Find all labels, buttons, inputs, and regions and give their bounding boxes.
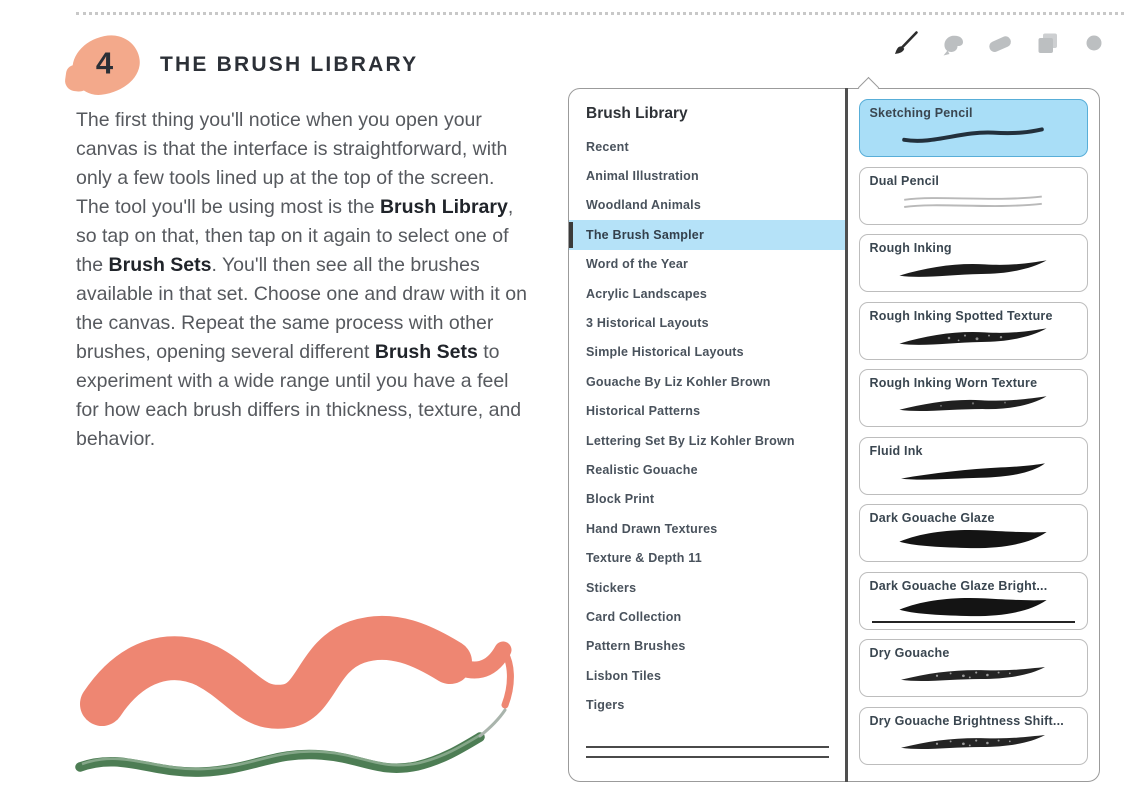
brush-name: Rough Inking Spotted Texture — [869, 308, 1053, 323]
brush-card[interactable] — [859, 369, 1089, 427]
brush-card[interactable] — [859, 639, 1089, 697]
brush-name: Dry Gouache — [869, 646, 950, 660]
panel-divider-line — [586, 746, 829, 749]
paintbrush-icon-glyph — [892, 29, 920, 57]
brush-stroke-samples — [62, 604, 532, 804]
brush-library-popup — [568, 88, 1100, 782]
brush-name: Rough Inking Worn Texture — [869, 376, 1038, 390]
color-icon-glyph — [1082, 29, 1106, 57]
intro-paragraph — [76, 106, 528, 454]
brush-set-item[interactable]: Card Collection — [586, 609, 682, 624]
brush-name: Fluid Ink — [869, 443, 923, 458]
brush-sets-panel — [569, 89, 845, 781]
brush-card[interactable] — [859, 504, 1089, 562]
brush-set-item[interactable]: Pattern Brushes — [586, 639, 686, 654]
smudge-icon[interactable] — [938, 28, 968, 58]
brush-name: Sketching Pencil — [869, 106, 973, 120]
paragraph-text: , so tap on that, then tap on it again to select one of the — [76, 196, 514, 276]
bold-term: Brush Sets — [374, 341, 478, 363]
brush-set-item[interactable]: 3 Historical Layouts — [586, 316, 709, 331]
brush-stroke-icon — [893, 459, 1053, 487]
brush-name: Rough Inking — [869, 241, 952, 255]
brush-set-list — [569, 132, 845, 720]
brush-set-item[interactable]: Acrylic Landscapes — [586, 286, 708, 301]
brush-stroke-icon — [893, 594, 1053, 622]
canvas-toolbar — [891, 28, 1109, 58]
brush-set-item[interactable]: Hand Drawn Textures — [586, 521, 718, 536]
brush-stroke-icon — [893, 391, 1053, 419]
paintbrush-icon[interactable] — [891, 28, 921, 58]
page-title: THE BRUSH LIBRARY — [160, 53, 419, 76]
brush-set-item[interactable]: The Brush Sampler — [569, 220, 845, 249]
brush-name: Dual Pencil — [869, 173, 940, 188]
brush-card[interactable] — [859, 302, 1089, 360]
section-number: 4 — [95, 45, 114, 81]
brush-card[interactable] — [859, 572, 1089, 630]
bold-term: Brush Library — [379, 196, 508, 218]
brush-set-item[interactable]: Historical Patterns — [586, 404, 701, 419]
brush-card[interactable] — [859, 99, 1089, 157]
brush-set-item[interactable]: Realistic Gouache — [586, 462, 698, 477]
panel-divider-line — [586, 756, 829, 758]
panel-title: Brush Library — [586, 105, 688, 122]
eraser-icon[interactable] — [985, 28, 1015, 58]
bold-term: Brush Sets — [108, 254, 212, 276]
brush-set-item[interactable]: Simple Historical Layouts — [586, 345, 744, 360]
brush-card[interactable] — [859, 707, 1089, 765]
color-icon[interactable] — [1079, 28, 1109, 58]
brush-stroke-icon — [893, 729, 1053, 757]
brush-set-item[interactable]: Stickers — [586, 580, 637, 595]
brush-set-item[interactable]: Animal Illustration — [586, 169, 699, 184]
brush-stroke-icon — [893, 324, 1053, 352]
salmon-brush-stroke — [102, 638, 510, 707]
brush-set-item[interactable]: Woodland Animals — [586, 198, 702, 213]
brush-set-item[interactable]: Tigers — [586, 698, 625, 713]
brush-set-item[interactable]: Recent — [586, 139, 629, 154]
brush-stroke-icon — [893, 661, 1053, 689]
brush-set-item[interactable]: Word of the Year — [586, 257, 689, 272]
brush-name: Dark Gouache Glaze — [869, 511, 995, 525]
brush-baseline — [872, 621, 1076, 623]
brush-name: Dry Gouache Brightness Shift... — [869, 713, 1064, 728]
brush-set-item[interactable]: Lisbon Tiles — [586, 668, 662, 683]
brush-card[interactable] — [859, 437, 1089, 495]
brush-preview-panel — [848, 89, 1100, 781]
panel-footer-lines — [586, 746, 829, 759]
brush-stroke-icon — [893, 189, 1053, 217]
brush-set-item[interactable]: Lettering Set By Liz Kohler Brown — [586, 433, 795, 448]
selected-row-notch — [569, 222, 573, 247]
section-number-blob — [69, 32, 144, 98]
paragraph-text: . You'll then see all the brushes available in that set. Choose one and draw with it on the canvas. Repeat the same process with other brushes, opening several different — [76, 254, 527, 363]
brush-stroke-icon — [893, 121, 1053, 149]
brush-stroke-icon — [893, 256, 1053, 284]
brush-set-item[interactable]: Block Print — [586, 492, 655, 507]
layers-icon-glyph — [1033, 29, 1061, 57]
brush-set-item[interactable]: Gouache By Liz Kohler Brown — [586, 374, 771, 389]
dotted-divider — [76, 12, 1124, 15]
brush-card[interactable] — [859, 167, 1089, 225]
brush-set-item[interactable]: Texture & Depth 11 — [586, 551, 702, 566]
paragraph-text: to experiment with a wide range until you have a feel for how each brush differs in thickness, texture, and behavior. — [76, 341, 522, 450]
brush-card[interactable] — [859, 234, 1089, 292]
brush-name: Dark Gouache Glaze Bright... — [869, 578, 1048, 593]
smudge-icon-glyph — [938, 29, 968, 57]
paragraph-text: The first thing you'll notice when you open your canvas is that the interface is straightforward, with only a few tools lined up at the top of the screen. The tool you'll be using most is the — [76, 109, 508, 218]
layers-icon[interactable] — [1032, 28, 1062, 58]
brush-stroke-icon — [893, 526, 1053, 554]
eraser-icon-glyph — [985, 29, 1015, 57]
